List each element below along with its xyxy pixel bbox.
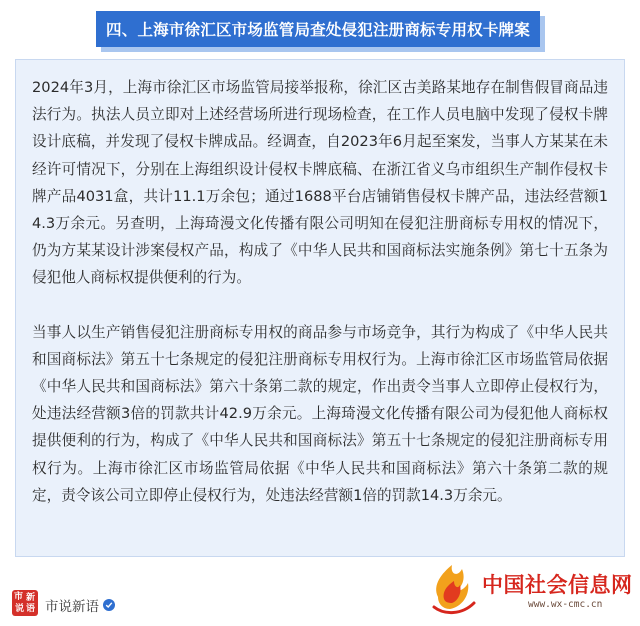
case-paragraph-1: 2024年3月，上海市徐汇区市场监管局接举报称，徐汇区古美路某地存在制售假冒商品违法行为。执法人员立即对上述经营场所进行现场检查，在工作人员电脑中发现了侵权卡牌设计底稿，并发现了侵权卡牌成品。经调查，自2023年6月起至案发，当事人方某某在未经许可情况下，分别在上海组织设计侵权卡牌底稿、在浙江省义乌市组织生产制作侵权卡牌产品4031盒，共计11.1万余包；通过1688平台店铺销售侵权卡牌产品，违法经营额14.3万余元。另查明，上海琦漫文化传播有限公司明知在侵犯注册商标专用权的情况下，仍为方某某设计涉案侵权产品，构成了《中华人民共和国商标法实施条例》第七十五条为侵犯他人商标权提供便利的行为。	[32, 79, 608, 287]
watermark-site-name: 中国社会信息网	[482, 573, 633, 597]
account-avatar[interactable]: 市 新 说 语	[12, 590, 38, 616]
account-info[interactable]	[45, 595, 115, 615]
verified-check-icon	[103, 599, 115, 611]
watermark-url: www.wx-cmc.cn	[528, 599, 603, 610]
section-title	[96, 11, 540, 47]
account-name[interactable]: 市说新语	[45, 599, 99, 615]
site-watermark	[428, 555, 640, 626]
case-text-panel	[15, 59, 625, 557]
section-title-text: 四、上海市徐汇区市场监管局查处侵犯注册商标专用权卡牌案	[106, 21, 530, 39]
flame-logo-icon	[428, 557, 482, 619]
case-paragraph-2: 当事人以生产销售侵犯注册商标专用权的商品参与市场竞争，其行为构成了《中华人民共和国商标法》第五十七条规定的侵犯注册商标专用权行为。上海市徐汇区市场监管局依据《中华人民共和国商标法》第六十条第二款的规定，作出责令当事人立即停止侵权行为，处违法经营额3倍的罚款共计42.9万余元。上海琦漫文化传播有限公司为侵犯他人商标权提供便利的行为，构成了《中华人民共和国商标法》第五十七条规定的侵犯注册商标专用权行为。上海市徐汇区市场监管局依据《中华人民共和国商标法》第六十条第二款的规定，责令该公司立即停止侵权行为，处违法经营额1倍的罚款14.3万余元。	[32, 323, 608, 504]
